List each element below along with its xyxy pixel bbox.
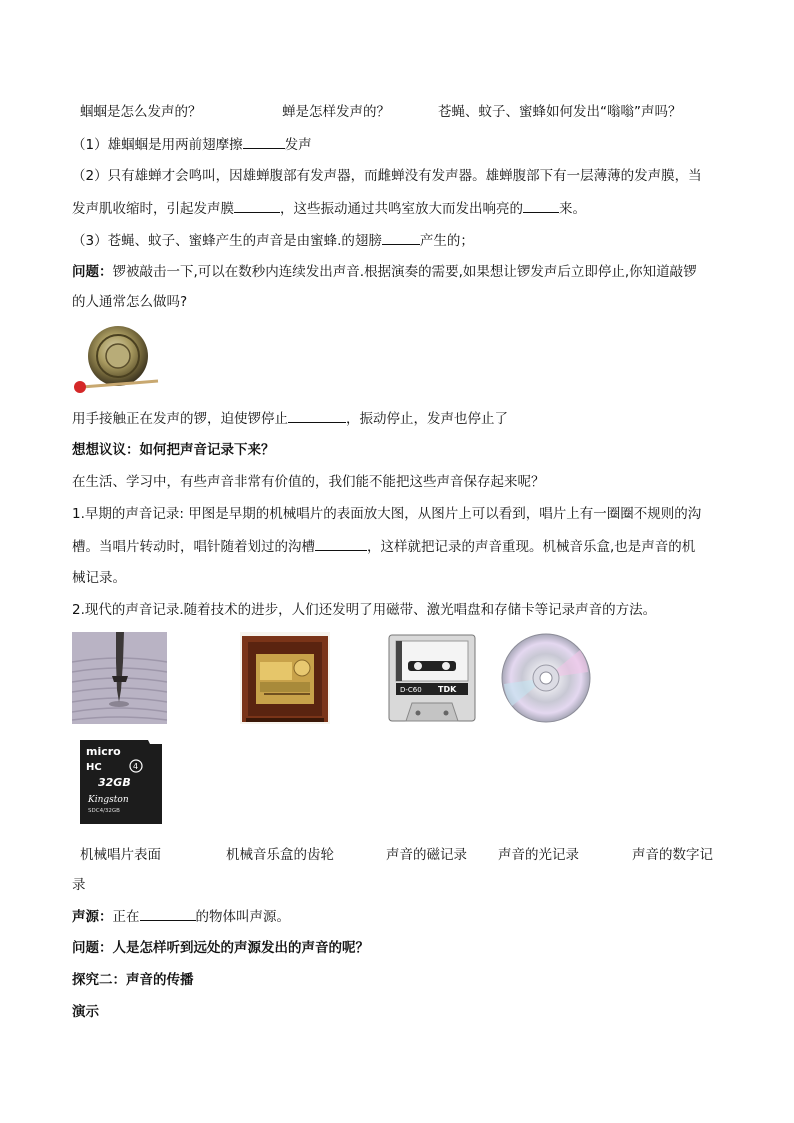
caption-record-surface: 机械唱片表面 bbox=[80, 847, 161, 863]
gong-answer-pre: 用手接触正在发声的锣，迫使锣停止 bbox=[72, 411, 288, 427]
record-p1-b: ，这样就把记录的声音重现。机械音乐盒,也是声音的机 bbox=[367, 539, 696, 555]
record-p1-line-1: 1.早期的声音记录: 甲图是早期的机械唱片的表面放大图，从图片上可以看到，唱片上有一圈圈不规则的沟 bbox=[72, 506, 702, 522]
compact-disc-icon bbox=[500, 632, 592, 724]
question-q1: 蝈蝈是怎么发声的？ bbox=[80, 104, 202, 120]
svg-text:SDC4/32GB: SDC4/32GB bbox=[88, 808, 120, 814]
question-far-sound: 问题：人是怎样听到远处的声源发出的声音的呢？ bbox=[72, 940, 369, 956]
sound-source bbox=[72, 906, 290, 927]
gong-icon bbox=[72, 324, 164, 396]
item-2-line-2 bbox=[72, 198, 586, 219]
svg-text:Kingston: Kingston bbox=[88, 795, 129, 805]
record-p2: 2.现代的声音记录.随着技术的进步，人们还发明了用磁带、激光唱盘和存储卡等记录声音的方法。 bbox=[72, 602, 657, 618]
record-needle-icon bbox=[72, 632, 167, 724]
item-2-c: 来。 bbox=[559, 201, 586, 217]
record-heading: 想想议议：如何把声音记录下来？ bbox=[72, 442, 275, 458]
blank-7 bbox=[140, 906, 196, 921]
item-3 bbox=[72, 230, 474, 251]
gong-question-line-2: 的人通常怎么做吗? bbox=[72, 294, 188, 310]
cassette-image bbox=[388, 633, 476, 723]
question-q3: 苍蝇、蚊子、蜜蜂如何发出“嗡嗡”声吗？ bbox=[438, 104, 682, 120]
item-1 bbox=[72, 134, 312, 155]
explore-heading: 探究二：声音的传播 bbox=[72, 972, 194, 988]
caption-magnetic: 声音的磁记录 bbox=[386, 847, 467, 863]
sound-source-post: 的物体叫声源。 bbox=[195, 909, 290, 925]
gong-image bbox=[72, 324, 164, 396]
record-p1-line-2 bbox=[72, 536, 695, 557]
caption-digital: 声音的数字记 bbox=[632, 847, 713, 863]
svg-text:micro: micro bbox=[86, 745, 121, 758]
item-2-b: ，这些振动通过共鸣室放大而发出响亮的 bbox=[280, 201, 523, 217]
svg-text:TDK: TDK bbox=[438, 685, 457, 694]
gong-answer-post: ，振动停止，发声也停止了 bbox=[346, 411, 508, 427]
blank-6 bbox=[315, 536, 367, 551]
record-p1-a: 槽。当唱片转动时，唱针随着划过的沟槽 bbox=[72, 539, 315, 555]
record-intro: 在生活、学习中，有些声音非常有价值的，我们能不能把这些声音保存起来呢？ bbox=[72, 474, 545, 490]
blank-4 bbox=[382, 230, 420, 245]
caption-digital-line-2: 录 bbox=[72, 877, 86, 893]
svg-text:HC: HC bbox=[86, 762, 102, 773]
item-3-pre: （3）苍蝇、蚊子、蜜蜂产生的声音是由蜜蜂.的翅膀 bbox=[72, 233, 382, 249]
svg-text:D-C60: D-C60 bbox=[400, 686, 422, 694]
microsd-card-icon bbox=[78, 738, 164, 826]
item-3-post: 产生的； bbox=[419, 233, 474, 249]
sound-source-label: 声源： bbox=[72, 909, 113, 925]
caption-music-box: 机械音乐盒的齿轮 bbox=[226, 847, 334, 863]
cd-image bbox=[500, 632, 592, 724]
question-q2: 蝉是怎样发声的？ bbox=[282, 104, 390, 120]
svg-text:4: 4 bbox=[133, 762, 139, 771]
gong-question-label: 问题： bbox=[72, 264, 113, 280]
music-box-gear-icon bbox=[240, 632, 330, 724]
blank-2 bbox=[234, 198, 280, 213]
demo-label: 演示 bbox=[72, 1004, 99, 1020]
gong-answer bbox=[72, 408, 508, 429]
item-1-post: 发声 bbox=[284, 137, 312, 153]
cassette-tape-icon bbox=[388, 633, 476, 723]
sound-source-pre: 正在 bbox=[112, 909, 140, 925]
caption-optical: 声音的光记录 bbox=[498, 847, 579, 863]
item-1-pre: （1）雄蝈蝈是用两前翅摩擦 bbox=[72, 137, 243, 153]
record-surface-image bbox=[72, 632, 167, 724]
gong-question-text: 锣被敲击一下,可以在数秒内连续发出声音.根据演奏的需要,如果想让锣发声后立即停止,你知道敲锣 bbox=[112, 264, 697, 280]
blank-3 bbox=[523, 198, 559, 213]
record-p1-line-3: 械记录。 bbox=[72, 570, 126, 586]
item-2-line-1: （2）只有雄蝉才会鸣叫，因雄蝉腹部有发声器，而雌蝉没有发声器。雄蝉腹部下有一层薄薄的发声膜，当 bbox=[72, 168, 702, 184]
item-2-a: 发声肌收缩时，引起发声膜 bbox=[72, 201, 234, 217]
microsd-image bbox=[78, 738, 164, 826]
svg-text:32GB: 32GB bbox=[98, 776, 131, 789]
blank-5 bbox=[288, 408, 346, 423]
blank-1 bbox=[243, 134, 285, 149]
music-box-image bbox=[240, 632, 330, 724]
gong-question-line-1 bbox=[72, 262, 697, 282]
